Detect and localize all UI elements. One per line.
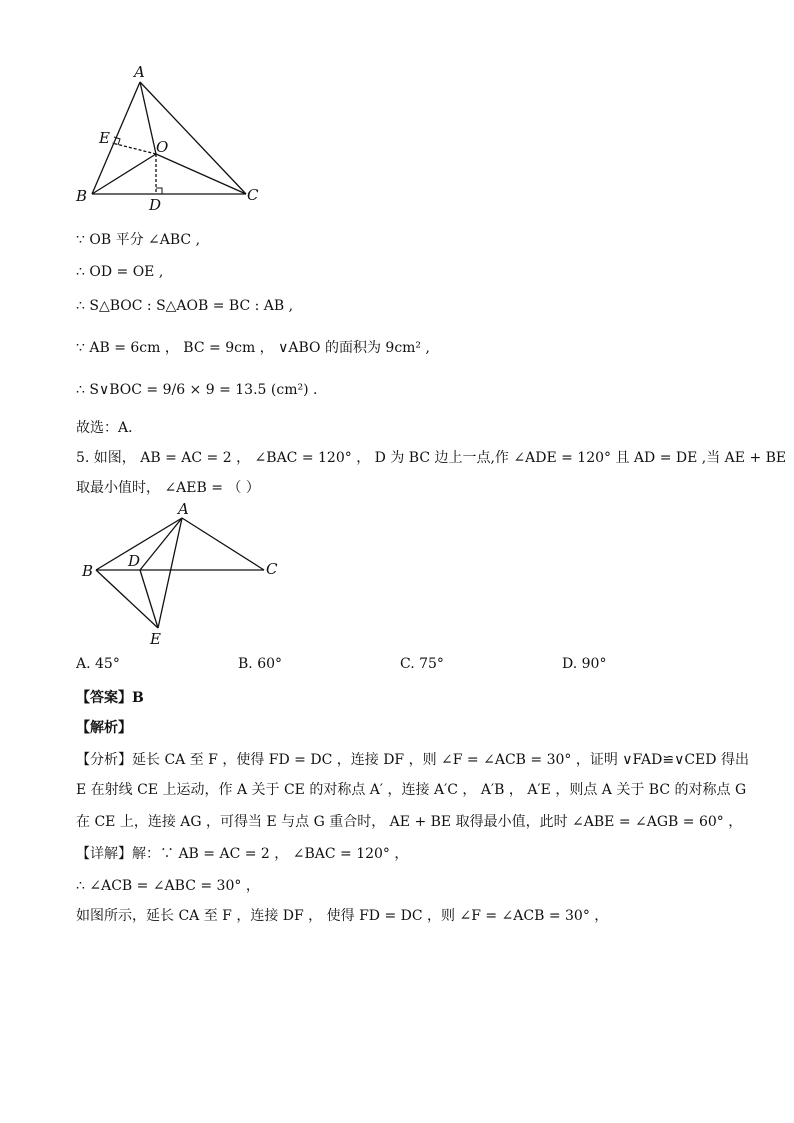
label-a: A xyxy=(178,500,189,518)
detail-line-2: ∴ ∠ACB = ∠ABC = 30° ， xyxy=(76,878,260,894)
option-c: C. 75° xyxy=(400,656,444,672)
label-b: B xyxy=(82,562,94,580)
segment-ae xyxy=(158,518,182,628)
line-1: ∵ OB 平分 ∠ABC , xyxy=(76,232,201,248)
label-b: B xyxy=(76,187,88,205)
line-6: 故选：A． xyxy=(76,420,143,436)
segment-ao xyxy=(140,82,156,154)
figure-question-5 xyxy=(80,500,290,650)
figure-triangle-abc xyxy=(70,60,270,216)
option-d: D. 90° xyxy=(562,656,607,672)
detail-line-3: 如图所示，延长 CA 至 F ，连接 DF ， 使得 FD = DC ，则 ∠F = ∠ACB = 30° ， xyxy=(76,908,609,924)
analysis-heading: 【解析】 xyxy=(76,720,132,736)
line-3: ∴ S△BOC : S△AOB = BC : AB , xyxy=(76,298,294,314)
right-angle-mark-d xyxy=(156,188,162,194)
question-5-line-1: 5. 如图， AB = AC = 2 ， ∠BAC = 120° ， D 为 BC 边上一点,作 ∠ADE = 120° 且 AD = DE ,当 AE + BE xyxy=(76,450,787,466)
label-c: C xyxy=(266,560,278,578)
label-e: E xyxy=(99,129,110,147)
label-a: A xyxy=(134,63,145,81)
analysis-line-2: E 在射线 CE 上运动，作 A 关于 CE 的对称点 A′ ，连接 A′C ， A′B ， A′E ，则点 A 关于 BC 的对称点 G xyxy=(76,782,747,798)
option-b: B. 60° xyxy=(238,656,283,672)
question-5-line-2: 取最小值时， ∠AEB = （ ） xyxy=(76,480,260,496)
label-d: D xyxy=(149,196,162,214)
option-a: A. 45° xyxy=(76,656,120,672)
segment-ac xyxy=(182,518,264,570)
label-e: E xyxy=(150,630,161,648)
segment-bo xyxy=(92,154,156,194)
segment-co xyxy=(156,154,246,194)
line-4: ∵ AB = 6cm ， BC = 9cm ， ∨ABO 的面积为 9cm² , xyxy=(76,340,430,356)
line-5: ∴ S∨BOC = 9/6 × 9 = 13.5 (cm²) . xyxy=(76,382,318,398)
analysis-line-3: 在 CE 上，连接 AG ，可得当 E 与点 G 重合时， AE + BE 取得最小值，此时 ∠ABE = ∠AGB = 60° ， xyxy=(76,814,743,830)
answer-label: 【答案】B xyxy=(76,690,144,706)
label-d: D xyxy=(128,552,141,570)
line-2: ∴ OD = OE , xyxy=(76,264,164,280)
label-o: O xyxy=(156,138,169,156)
label-c: C xyxy=(247,186,259,204)
detail-line-1: 【详解】解：∵ AB = AC = 2 ， ∠BAC = 120° ， xyxy=(76,846,409,862)
analysis-line-1: 【分析】延长 CA 至 F ，使得 FD = DC ，连接 DF ，则 ∠F = ∠ACB = 30° ，证明 ∨FAD≌∨CED 得出 xyxy=(76,752,749,768)
